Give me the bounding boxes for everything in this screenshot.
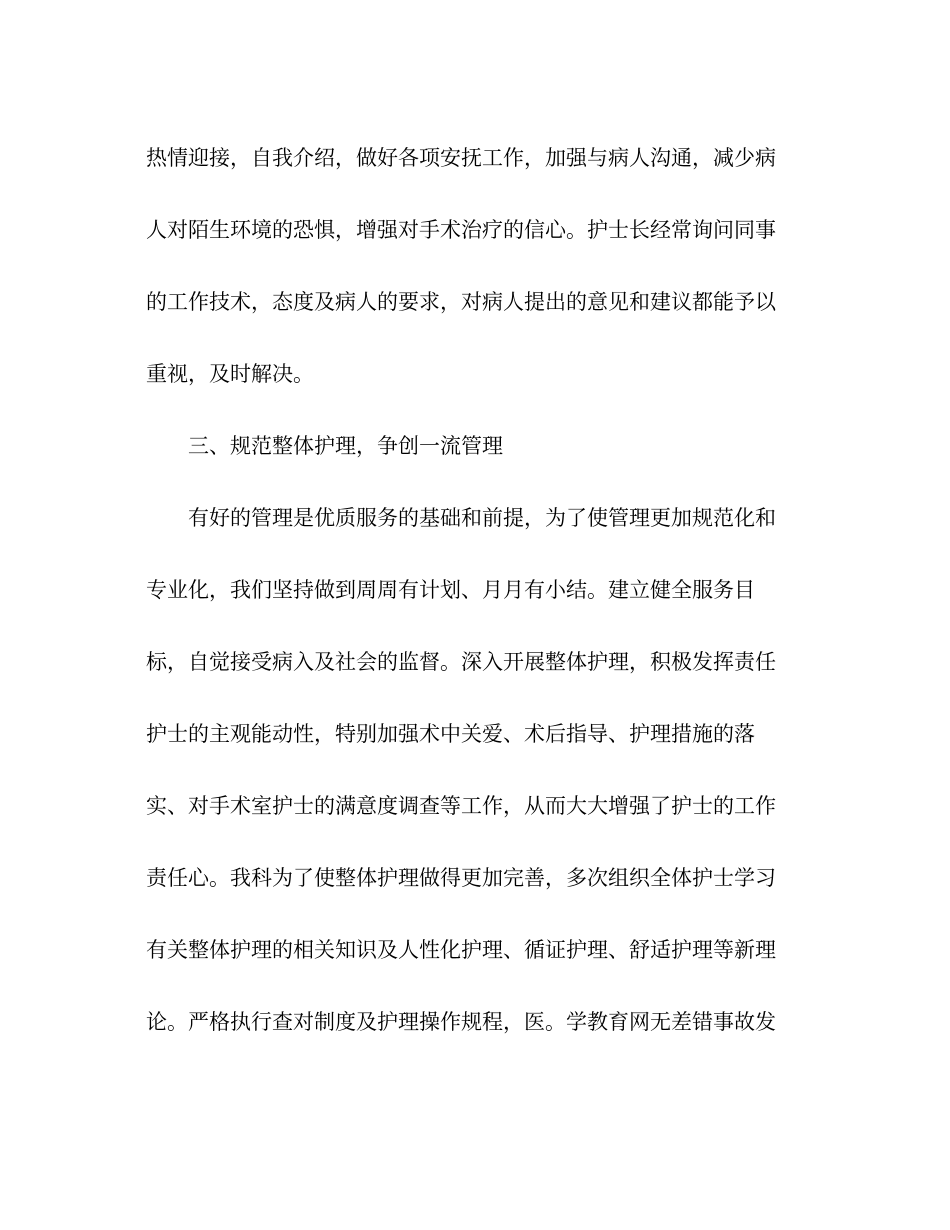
text-line: 人对陌生环境的恐惧，增强对手术治疗的信心。护士长经常询问同事 [146, 218, 776, 242]
text-line: 护士的主观能动性，特别加强术中关爱、术后指导、护理措施的落 [146, 722, 755, 746]
text-line: 专业化，我们坚持做到周周有计划、月月有小结。建立健全服务目 [146, 578, 755, 602]
text-line: 热情迎接，自我介绍，做好各项安抚工作，加强与病人沟通，减少病 [146, 146, 776, 170]
text-line: 标，自觉接受病入及社会的监督。深入开展整体护理，积极发挥责任 [146, 650, 776, 674]
text-line: 论。严格执行查对制度及护理操作规程，医。学教育网无差错事故发 [146, 1010, 776, 1034]
text-line: 有关整体护理的相关知识及人性化护理、循证护理、舒适护理等新理 [146, 938, 776, 962]
text-line: 的工作技术，态度及病人的要求，对病人提出的意见和建议都能予以 [146, 290, 776, 314]
text-line: 有好的管理是优质服务的基础和前提，为了使管理更加规范化和 [188, 506, 776, 530]
section-heading: 三、规范整体护理，争创一流管理 [188, 434, 503, 458]
text-line: 重视，及时解决。 [146, 362, 314, 386]
text-line: 责任心。我科为了使整体护理做得更加完善，多次组织全体护士学习 [146, 866, 776, 890]
text-line: 实、对手术室护士的满意度调查等工作，从而大大增强了护士的工作 [146, 794, 776, 818]
